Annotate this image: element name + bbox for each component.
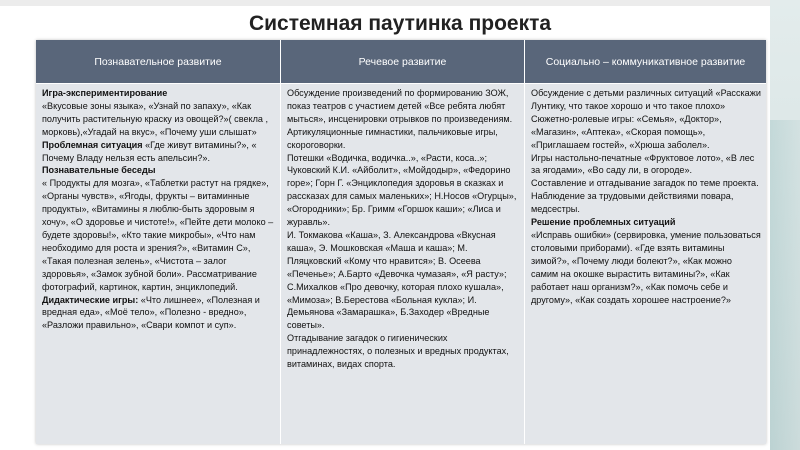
slide-title: Системная паутинка проекта (248, 12, 552, 35)
cell-heading: Игра-экспериментирование (42, 88, 168, 98)
cell-text: «Что лишнее», «Полезная и вредная еда», «Моё тело», «Полезно - вредно», «Разложи правильно», «Свари компот и суп». (42, 294, 260, 331)
cell-text: Сюжетно-ролевые игры: «Семья», «Доктор», «Магазин», «Аптека», «Скорая помощь», «Приглашаем гостей», «Хрюша заболел». (531, 113, 722, 150)
header-cognitive: Познавательное развитие (36, 40, 280, 83)
cell-text: « Продукты для мозга», «Таблетки растут на грядке», «Органы чувств», «Ягоды, фрукты – витаминные продукты», «Витамины я люблю-быть здоровым я хочу», «О здоровье и чистоте!», «Пейте дети молоко – будете здоровы!», «Кто такие микробы», «Что нам необходимо для роста и зрения?», «Витамин С», «Такая полезная зелень», «Чистота – залог здоровья», «Замок зубной боли». Рассматривание фотографий, картинок, картин, энциклопедий. (42, 178, 274, 292)
cell-text: «Где живут витамины?», « Почему Владу нельзя есть апельсин?». (42, 139, 257, 163)
cell-text: «Вкусовые зоны языка», «Узнай по запаху», «Как получить растительную краску из овощей?»( свекла , морковь),«Угадай на вкус», «Почему уши слышат» (42, 100, 268, 137)
cell-text: «Исправь ошибки» (сервировка, умение пользоваться столовыми приборами). «Где взять витамины зимой?», «Почему люди болеют?», «Как можно самим на окошке вырастить витамины?», «Как работает наш организм?», «Как помочь себе и другому», «Как создать хорошее настроение?» (531, 229, 761, 305)
header-speech: Речевое развитие (281, 40, 524, 83)
cell-social (525, 83, 766, 444)
header-social: Социально – коммуникативное развитие (525, 40, 766, 83)
cell-text: Обсуждение с детьми различных ситуаций «Расскажи Лунтику, что такое хорошо и что такое плохо» (531, 88, 761, 111)
cell-text: Отгадывание загадок о гигиенических принадлежностях, о полезных и вредных продуктах, витаминах, видах спорта. (287, 333, 509, 370)
cell-text: Обсуждение произведений по формированию ЗОЖ, показ театров с участием детей «Все ребята любят мыться», инсценировки отрывков по произведениям. Артикуляционные гимнастики, пальчиковые игры, скороговорки. (287, 88, 513, 150)
project-web-table (36, 40, 766, 444)
slide-right-decoration (770, 0, 800, 450)
cell-text: Игры настольно-печатные «Фруктовое лото», «В лес за ягодами», «Во саду ли, в огороде». (531, 152, 755, 176)
cell-heading: Познавательные беседы (42, 165, 156, 176)
cell-heading: Проблемная ситуация (42, 139, 143, 150)
cell-cognitive (36, 83, 280, 444)
cell-heading: Решение проблемных ситуаций (531, 217, 676, 228)
cell-speech (281, 83, 524, 444)
cell-text: Потешки «Водичка, водичка..», «Расти, коса..»; Чуковский К.И. «Айболит», «Мойдодыр», «Федорино горе»; Горн Г. «Энциклопедия здоровья в сказках и рассказах для самых маленьких»; Н.Носов «Огурцы», «Огородники»; Бр. Гримм «Горшок каши»; «Лиса и журавль». (287, 152, 517, 228)
cell-text: Наблюдение за трудовыми действиями повара, медсестры. (531, 191, 734, 215)
cell-text: Составление и отгадывание загадок по теме проекта. (531, 178, 759, 189)
cell-heading: Дидактические игры: (42, 294, 139, 305)
cell-text: И. Токмакова «Каша», З. Александрова «Вкусная каша», Э. Мошковская «Маша и каша»; М. Пляцковский «Кому что нравится»; В. Осеева «Печенье»; А.Барто «Девочка чумазая», «Я расту»; С.Михалков «Про девочку, которая плохо кушала», «Мимоза»; В.Берестова «Больная кукла»; И. Демьянова «Замарашка», Б.Заходер «Вредные советы». (287, 229, 507, 331)
